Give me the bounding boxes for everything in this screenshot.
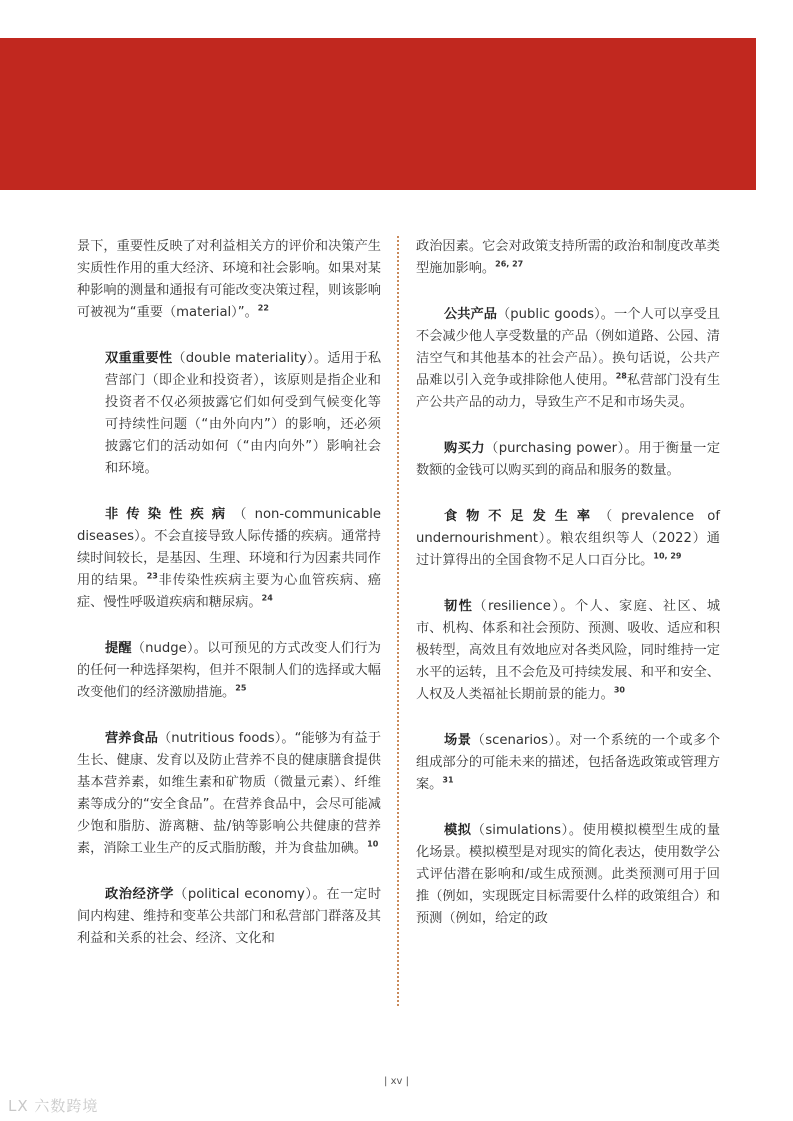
glossary-entry-simulations bbox=[416, 820, 720, 930]
glossary-term: 模拟 bbox=[444, 823, 472, 838]
glossary-term: 非传染性疾病 bbox=[105, 507, 234, 522]
glossary-entry-resilience bbox=[416, 596, 720, 706]
six-digits-logo-icon: LX bbox=[8, 1097, 29, 1115]
reference-number: 25 bbox=[235, 683, 247, 693]
definition-text: （prevalence of undernourishment）。粮农组织等人（2022）通过计算得出的全国食物不足人口百分比。 bbox=[416, 509, 721, 568]
definition-text: 景下，重要性反映了对利益相关方的评价和决策产生实质性作用的重大经济、环境和社会影响。如果对某种影响的测量和通报有可能改变决策过程，则该影响可被视为“重要（material）”。 bbox=[77, 239, 381, 320]
glossary-entry-prevalence-of-undernourishment bbox=[416, 506, 720, 572]
definition-text-continued: 非传染性疾病主要为心血管疾病、癌症、慢性呼吸道疾病和糖尿病。 bbox=[77, 573, 382, 610]
glossary-term: 营养食品 bbox=[105, 731, 159, 746]
definition-text: （double materiality）。适用于私营部门（即企业和投资者），该原则是指企业和投资者不仅必须披露它们如何受到气候变化等可持续性问题（“由外向内”）的影响，还必须披露它们的活动如何（“由内向外”）影响社会和环境。 bbox=[105, 351, 382, 476]
reference-number: 24 bbox=[261, 593, 273, 603]
definition-text: （scenarios）。对一个系统的一个或多个组成部分的可能未来的描述，包括备选政策或管理方案。 bbox=[416, 733, 721, 792]
glossary-term: 食物不足发生率 bbox=[444, 509, 599, 524]
definition-text: （nutritious foods）。“能够为有益于生长、健康、发育以及防止营养不良的健康膳食提供基本营养素，如维生素和矿物质（微量元素）、纤维素等成分的“安全食品”。在营养食品中，会尽可能减少饱和脂肪、游离糖、盐/钠等影响公共健康的营养素，消除工业生产的反式脂肪酸，并为食盐加碘。 bbox=[77, 731, 382, 856]
glossary-term: 提醒 bbox=[105, 641, 132, 656]
glossary-entry-materiality-continued bbox=[77, 236, 381, 324]
definition-text: 政治因素。它会对政策支持所需的政治和制度改革类型施加影响。 bbox=[416, 239, 720, 276]
glossary-entry-non-communicable-diseases bbox=[77, 504, 381, 614]
definition-text: （resilience）。个人、家庭、社区、城市、机构、体系和社会预防、预测、吸收、适应和积极转型，高效且有效地应对各类风险，同时维持一定水平的运转，且不会危及可持续发展、和平和安全、人权及人类福祉长期前景的能力。 bbox=[416, 599, 721, 702]
page-number: | xv | bbox=[384, 1076, 409, 1087]
left-column bbox=[77, 236, 381, 974]
right-column bbox=[416, 236, 720, 954]
reference-number: 26, 27 bbox=[495, 259, 524, 269]
glossary-entry-political-economy-continued bbox=[416, 236, 720, 280]
watermark-text: 六数跨境 bbox=[34, 1097, 99, 1115]
definition-text: （purchasing power）。用于衡量一定数额的金钱可以购买到的商品和服务的数量。 bbox=[416, 441, 721, 478]
header-banner bbox=[0, 38, 756, 190]
glossary-term: 购买力 bbox=[444, 441, 486, 456]
glossary-term: 政治经济学 bbox=[105, 887, 175, 902]
definition-text-continued: 私营部门没有生产公共产品的动力，导致生产不足和市场失灵。 bbox=[416, 373, 721, 410]
glossary-entry-nutritious-foods bbox=[77, 728, 381, 860]
definition-text: （public goods）。一个人可以享受且不会减少他人享受数量的产品（例如道路、公园、清洁空气和其他基本的社会产品）。换句话说，公共产品难以引入竞争或排除他人使用。 bbox=[416, 307, 720, 388]
watermark bbox=[8, 1095, 98, 1116]
reference-number: 23 bbox=[146, 571, 158, 581]
glossary-entry-nudge bbox=[77, 638, 381, 704]
glossary-term: 公共产品 bbox=[444, 307, 498, 322]
glossary-term: 场景 bbox=[444, 733, 472, 748]
definition-text: （political economy）。在一定时间内构建、维持和变革公共部门和私营部门群落及其利益和关系的社会、经济、文化和 bbox=[77, 887, 382, 946]
glossary-entry-scenarios bbox=[416, 730, 720, 796]
glossary-entry-double-materiality bbox=[77, 348, 381, 480]
glossary-entry-political-economy bbox=[77, 884, 381, 950]
glossary-entry-public-goods bbox=[416, 304, 720, 414]
reference-number: 10, 29 bbox=[653, 551, 682, 561]
reference-number: 31 bbox=[442, 775, 454, 785]
reference-number: 30 bbox=[613, 685, 625, 695]
glossary-entry-purchasing-power bbox=[416, 438, 720, 482]
definition-text: （simulations）。使用模拟模型生成的量化场景。模拟模型是对现实的简化表达，使用数学公式评估潜在影响和/或生成预测。此类预测可用于回推（例如，实现既定目标需要什么样的政策组合）和预测（例如，给定的政 bbox=[416, 823, 721, 926]
glossary-term: 双重重要性 bbox=[105, 351, 173, 366]
reference-number: 22 bbox=[257, 303, 269, 313]
reference-number: 28 bbox=[615, 371, 627, 381]
reference-number: 10 bbox=[367, 839, 379, 849]
definition-text: （non-communicable diseases）。不会直接导致人际传播的疾病。通常持续时间较长，是基因、生理、环境和行为因素共同作用的结果。 bbox=[77, 507, 382, 588]
definition-text: （nudge）。以可预见的方式改变人们行为的任何一种选择架构，但并不限制人们的选择或大幅改变他们的经济激励措施。 bbox=[77, 641, 381, 700]
column-divider bbox=[397, 236, 399, 1006]
glossary-term: 韧性 bbox=[444, 599, 474, 614]
